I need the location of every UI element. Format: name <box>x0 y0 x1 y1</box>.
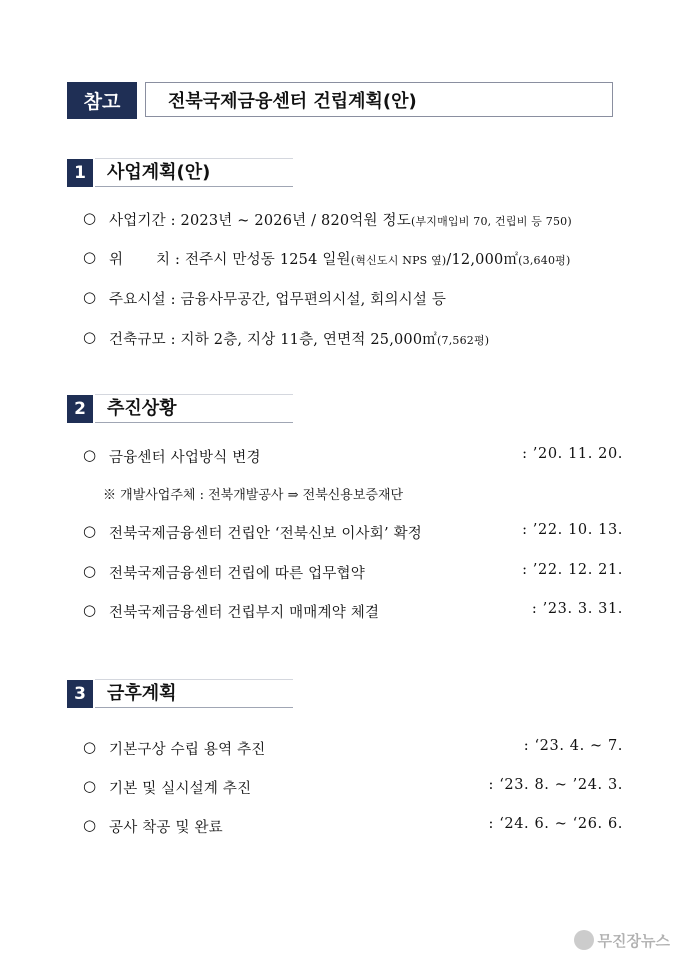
item-separator: : <box>170 332 176 348</box>
section-title: 추진상황 <box>107 398 177 419</box>
reference-badge: 참고 <box>67 82 137 119</box>
item-date: : ’20. 11. 20. <box>522 446 623 462</box>
reference-header <box>67 82 615 119</box>
list-item <box>83 520 623 544</box>
watermark-text: 무진장뉴스 <box>597 931 670 950</box>
item-area-detail: (3,640평) <box>518 254 571 267</box>
bullet-circle-icon: ○ <box>83 446 97 464</box>
bullet-circle-icon: ○ <box>83 601 97 619</box>
list-item <box>83 326 623 350</box>
item-separator: : <box>175 252 181 268</box>
item-date: : ‘23. 8. ~ ’24. 3. <box>488 777 623 793</box>
section-number: 1 <box>67 159 93 187</box>
item-text: 공사 착공 및 완료 <box>109 820 223 836</box>
item-text: 기본 및 실시설계 추진 <box>109 781 252 797</box>
watermark <box>574 928 670 952</box>
item-detail: (부지매입비 70, 건립비 등 750) <box>410 215 572 228</box>
section-underline <box>95 422 293 423</box>
list-item <box>83 286 623 310</box>
bullet-circle-icon: ○ <box>83 328 97 346</box>
section-number: 2 <box>67 395 93 423</box>
item-text: 지하 2층, 지상 11층, 연면적 25,000㎡ <box>180 332 437 348</box>
item-date: : ‘24. 6. ~ ‘26. 6. <box>488 816 623 832</box>
section-number: 3 <box>67 680 93 708</box>
item-label: 위 치 <box>109 252 171 268</box>
list-item <box>83 246 623 270</box>
item-text: 전북국제금융센터 건립부지 매매계약 체결 <box>109 605 380 621</box>
item-text: 기본구상 수립 용역 추진 <box>109 742 266 758</box>
bullet-circle-icon: ○ <box>83 777 97 795</box>
item-text: 금융사무공간, 업무편의시설, 회의시설 등 <box>180 292 447 308</box>
item-detail: (혁신도시 NPS 옆) <box>350 254 447 267</box>
item-date: : ‘23. 4. ~ 7. <box>523 738 623 754</box>
item-separator: : <box>170 213 176 229</box>
item-text: 전주시 만성동 1254 일원 <box>184 252 351 268</box>
item-date: : ’22. 12. 21. <box>522 562 623 578</box>
bullet-circle-icon: ○ <box>83 738 97 756</box>
bullet-circle-icon: ○ <box>83 209 97 227</box>
list-item <box>83 814 623 838</box>
item-label: 주요시설 <box>109 292 166 308</box>
section-title: 사업계획(안) <box>107 162 211 183</box>
bullet-circle-icon: ○ <box>83 288 97 306</box>
item-label: 건축규모 <box>109 332 166 348</box>
item-text: 금융센터 사업방식 변경 <box>109 450 261 466</box>
section-underline <box>95 707 293 708</box>
section-underline <box>95 186 293 187</box>
item-text: 전북국제금융센터 건립안 ‘전북신보 이사회’ 확정 <box>109 526 422 542</box>
item-text: 2023년 ~ 2026년 / 820억원 정도 <box>180 213 411 229</box>
list-item <box>83 775 623 799</box>
item-date: : ’22. 10. 13. <box>522 522 623 538</box>
logo-icon <box>574 930 594 950</box>
bullet-circle-icon: ○ <box>83 816 97 834</box>
item-detail: (7,562평) <box>437 334 490 347</box>
item-separator: : <box>170 292 176 308</box>
list-item <box>83 444 623 468</box>
document-title: 전북국제금융센터 건립계획(안) <box>145 82 613 117</box>
item-label: 사업기간 <box>109 213 166 229</box>
list-item <box>83 736 623 760</box>
list-item <box>83 560 623 584</box>
item-date: : ’23. 3. 31. <box>531 601 623 617</box>
bullet-circle-icon: ○ <box>83 562 97 580</box>
bullet-circle-icon: ○ <box>83 522 97 540</box>
note: ※ 개발사업주체 : 전북개발공사 ⇒ 전북신용보증재단 <box>103 488 404 503</box>
item-area: /12,000㎡ <box>446 252 519 268</box>
item-text: 전북국제금융센터 건립에 따른 업무협약 <box>109 566 365 582</box>
bullet-circle-icon: ○ <box>83 248 97 266</box>
list-item <box>83 599 623 623</box>
section-title: 금후계획 <box>107 683 177 704</box>
list-item <box>83 207 623 231</box>
